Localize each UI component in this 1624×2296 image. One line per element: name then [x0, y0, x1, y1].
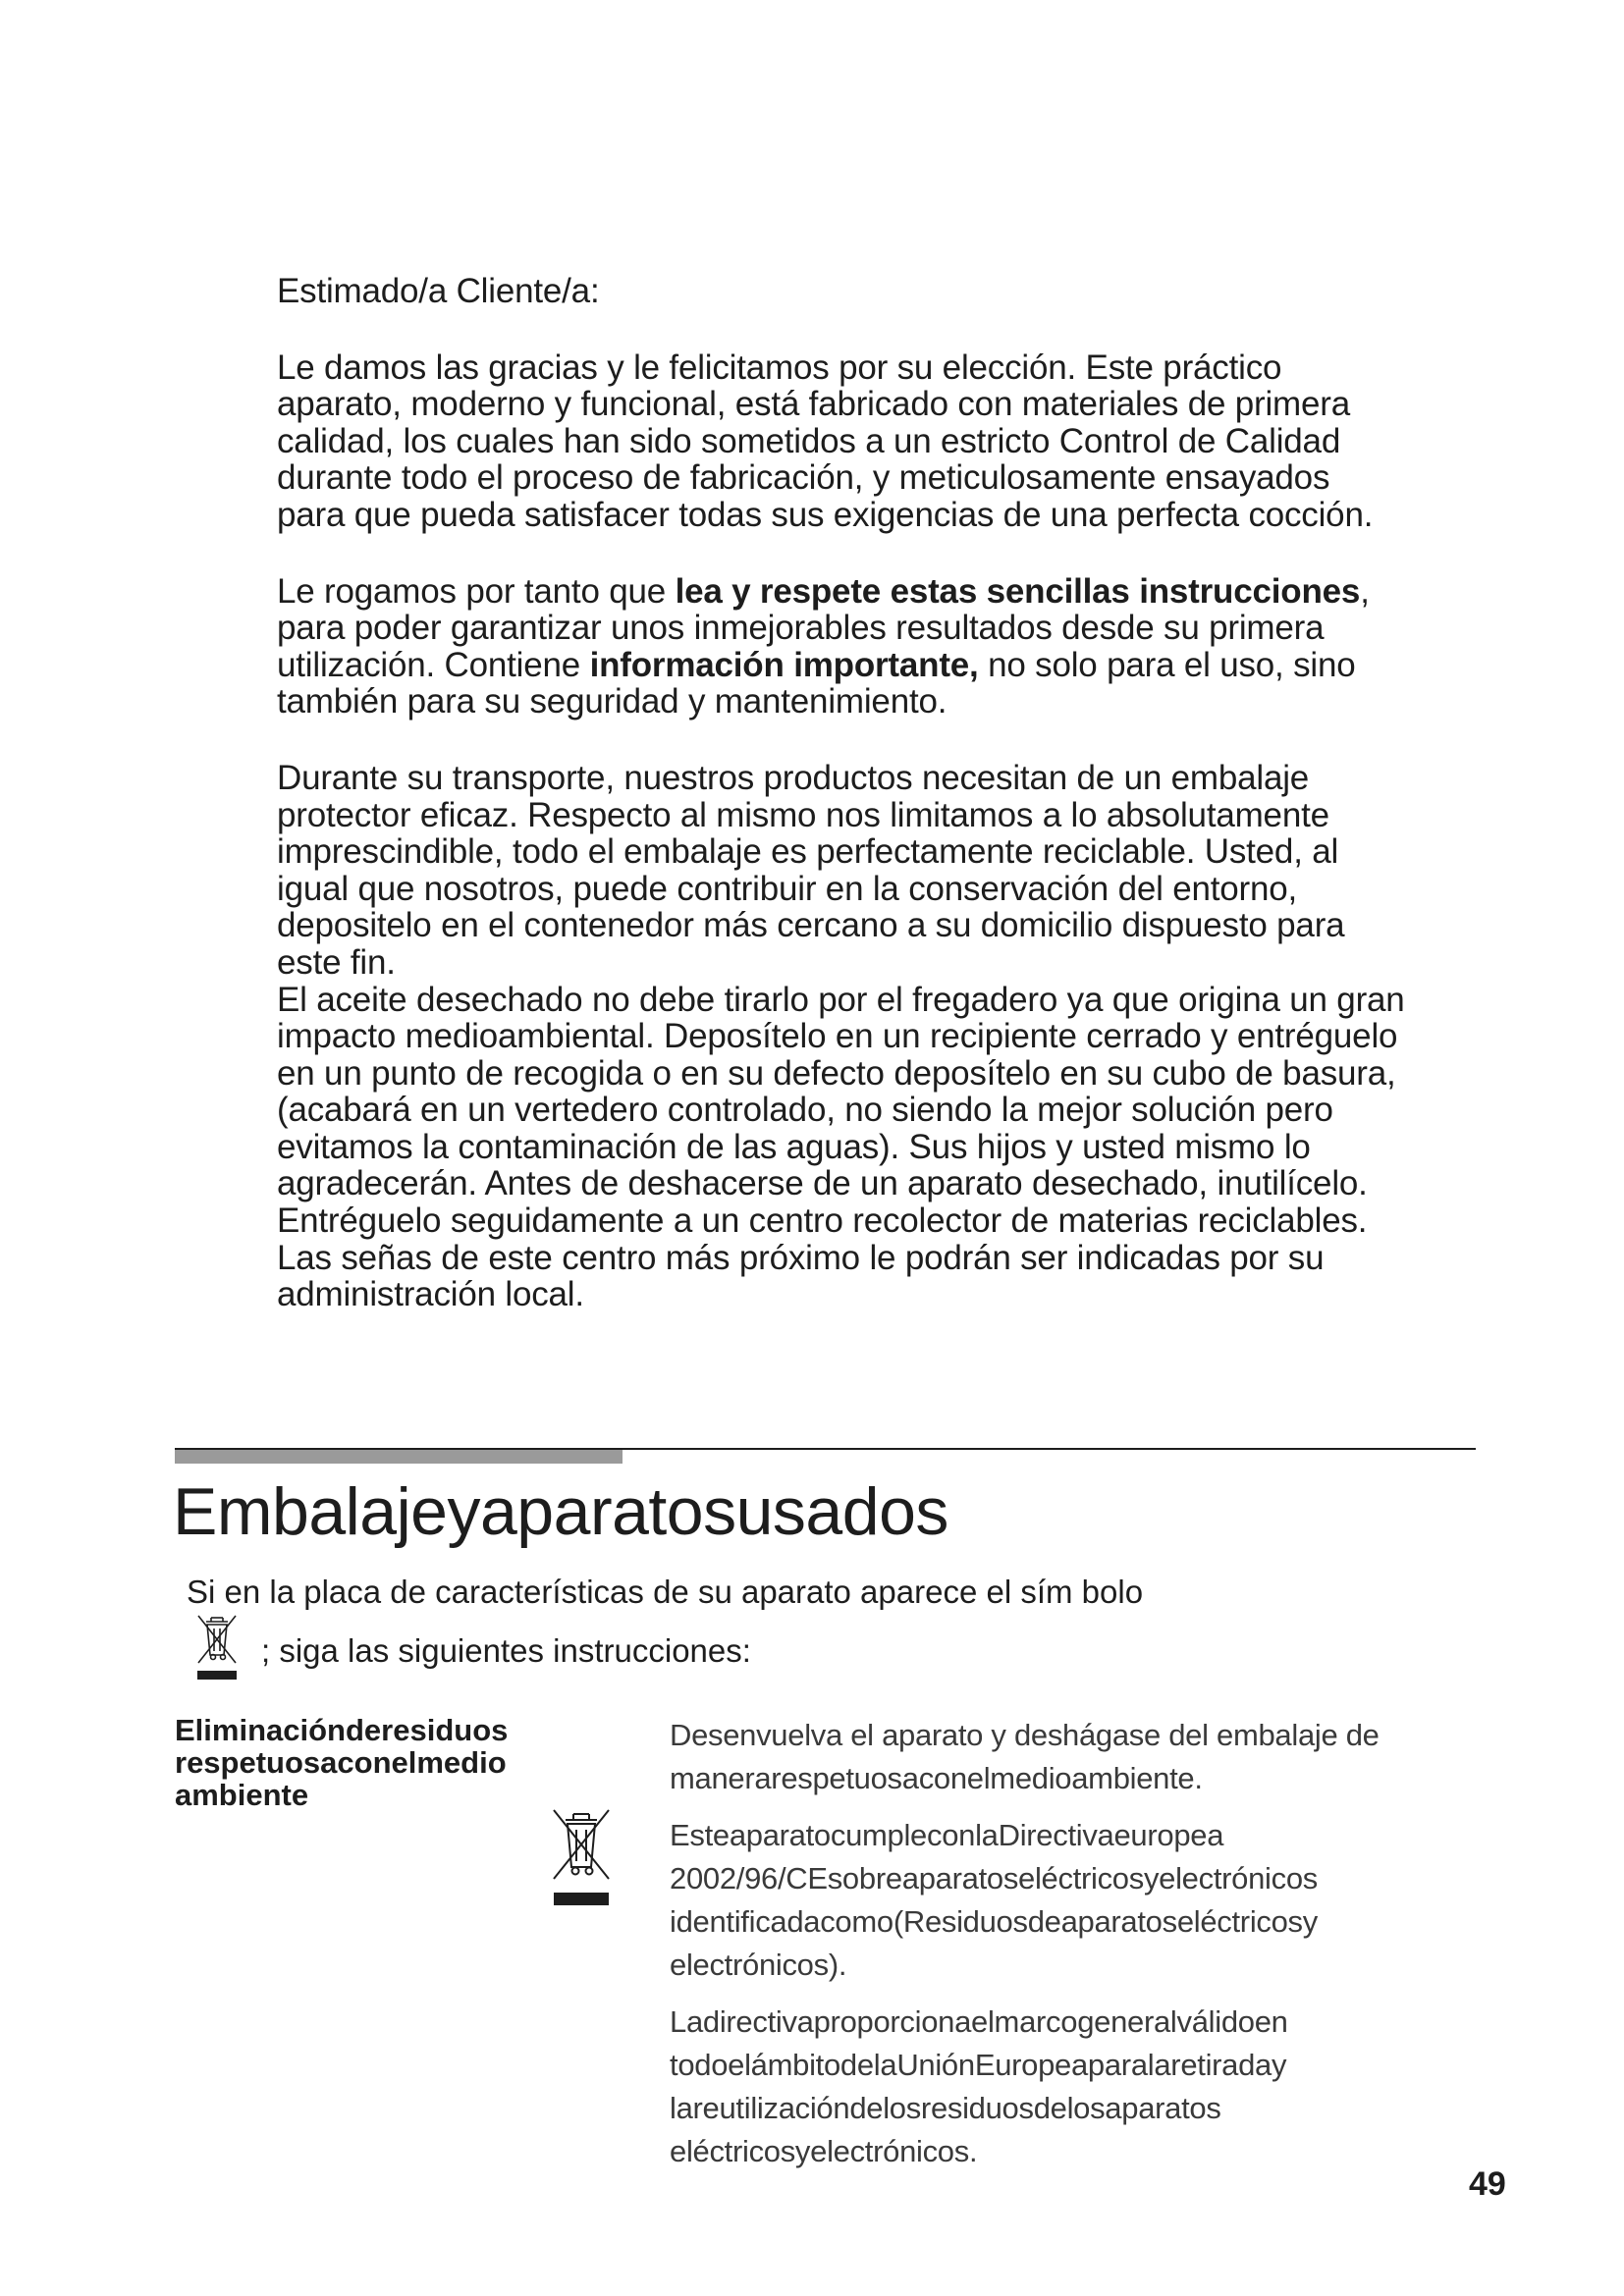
intro-paragraph-3: Durante su transporte, nuestros productos necesitan de un embalaje protector eficaz. Respecto al mismo nos limitamos a lo absolutamente imprescindible, todo el embalaje es perfectamente reciclable. Usted, al igual que nosotros, puede contribuir en la conservación del entorno, depositelo en el contenedor más cercano a su domicilio dispuesto para este fin. — [277, 758, 1345, 982]
symbol-notice: Si en la placa de características de su aparato aparece el sím bolo — [187, 1574, 1144, 1610]
disposal-text — [670, 1714, 1485, 2187]
p2-bold-1: lea y respete estas sencillas instrucciones — [675, 571, 1361, 611]
section-divider-accent — [175, 1450, 623, 1464]
symbol-notice-instruction: ; siga las siguientes instrucciones: — [261, 1632, 751, 1669]
disposal-subheading: Eliminaciónderesiduos respetuosaconelmedio ambiente — [175, 1713, 509, 1812]
p2-text-2: , para poder garantizar unos inmejorables resultados desde su primera utilización. Contiene — [277, 571, 1370, 684]
p2-text-3: no solo para el uso, sino también para su seguridad y mantenimiento. — [277, 645, 1356, 721]
symbol-notice-line — [192, 1612, 751, 1686]
crossed-out-wheelie-bin-icon — [192, 1612, 242, 1686]
disposal-paragraph-1: Desenvuelva el aparato y deshágase del embalaje de manerarespetuosaconelmedioambiente. — [670, 1718, 1380, 1795]
greeting: Estimado/a Cliente/a: — [277, 272, 600, 310]
intro-paragraph-4: El aceite desechado no debe tirarlo por el fregadero ya que origina un gran impacto medioambiental. Deposítelo en un recipiente cerrado y entréguelo en un punto de recogida o en su defecto deposítelo en su cubo de basura, (acabará en un vertedero controlado, no siendo la mejor solución pero evitamos la contaminación de las aguas). Sus hijos y usted mismo lo agradecerán. Antes de deshacerse de un aparato desechado, inutilícelo. Entréguelo seguidamente a un centro recolector de materias reciclables. Las señas de este centro más próximo le podrán ser indicadas por su administración local. — [277, 980, 1405, 1314]
intro-paragraph-2 — [277, 573, 1406, 721]
intro-text — [277, 273, 1406, 1313]
section-title: Embalajeyaparatosusados — [173, 1474, 948, 1549]
disposal-paragraph-3: Ladirectivaproporcionaelmarcogeneralválidoen todoelámbitodelaUniónEuropeaparalaretiraday lareutilizacióndelosresiduosdelosaparatos eléctricosyelectrónicos. — [670, 2004, 1288, 2168]
p2-text-1: Le rogamos por tanto que — [277, 571, 676, 611]
disposal-paragraph-2: EsteaparatocumpleconlaDirectivaeuropea 2002/96/CEsobreaparatoseléctricosyelectrónicos identificadacomo(Residuosdeaparatoseléctricosy electrónicos). — [670, 1818, 1318, 1982]
crossed-out-wheelie-bin-icon — [546, 1804, 617, 1914]
intro-paragraph-1: Le damos las gracias y le felicitamos por su elección. Este práctico aparato, moderno y funcional, está fabricado con materiales de primera calidad, los cuales han sido sometidos a un estricto Control de Calidad durante todo el proceso de fabricación, y meticulosamente ensayados para que pueda satisfacer todas sus exigencias de una perfecta cocción. — [277, 347, 1374, 534]
page-number: 49 — [1469, 2165, 1506, 2203]
p2-bold-2: información importante, — [589, 645, 979, 684]
